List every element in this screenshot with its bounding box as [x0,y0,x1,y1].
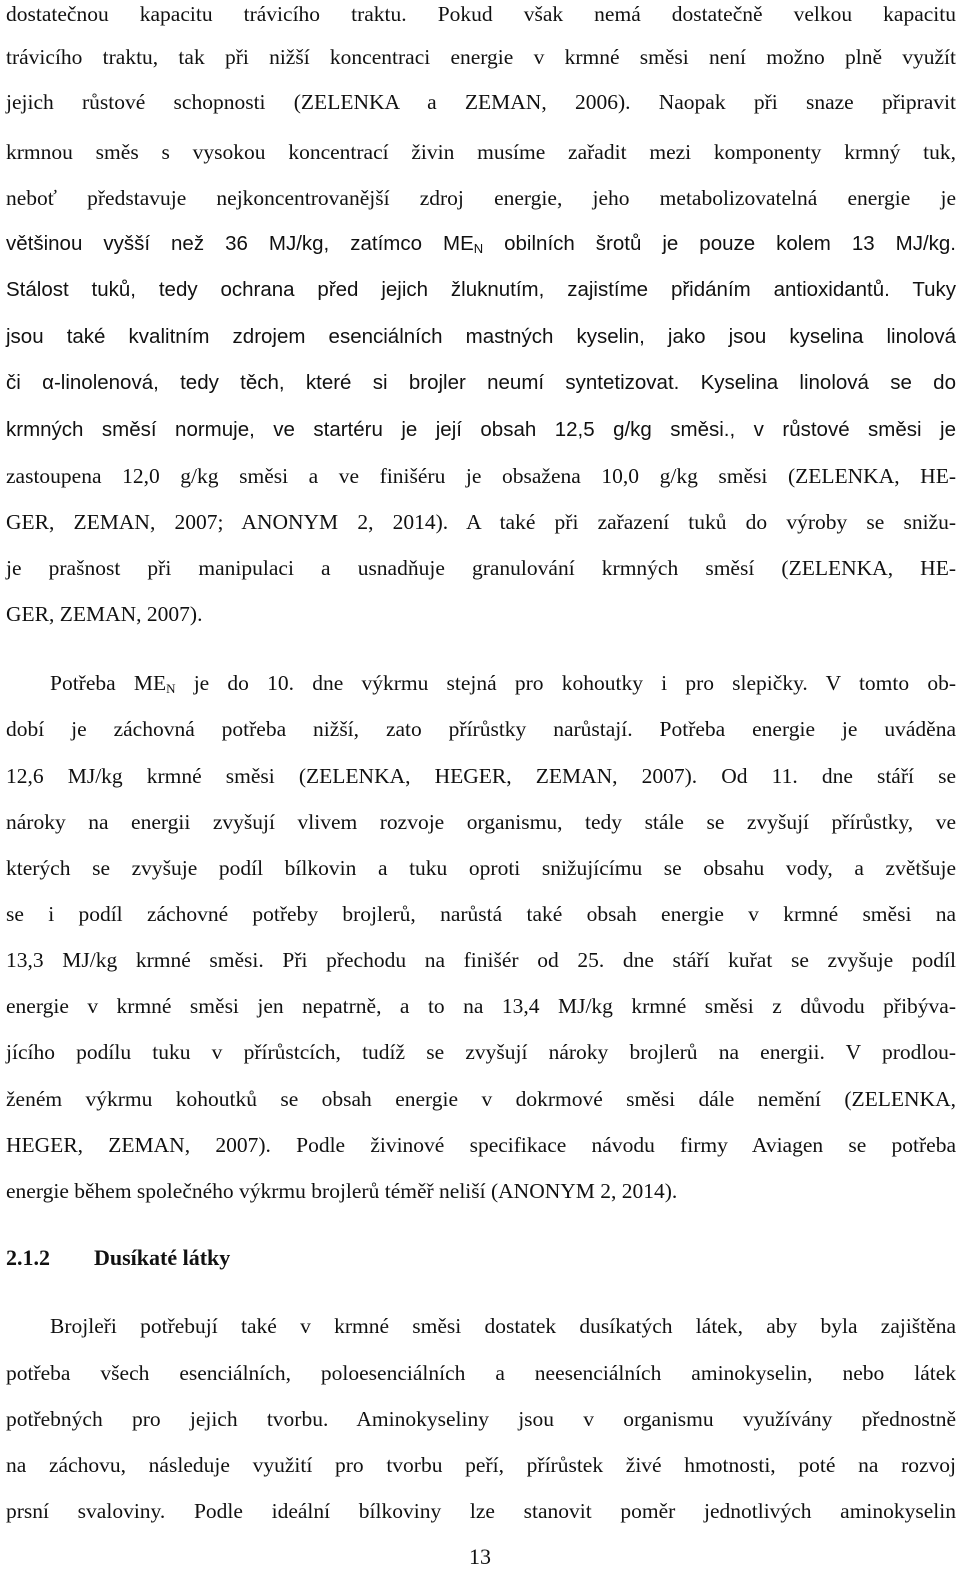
text-line: kterých se zvyšuje podíl bílkovin a tuku oproti snižujícímu se obsahu vody, a zvětšuje [6,856,956,880]
section-heading [6,1243,230,1273]
text-line: či α-linolenová, tedy těch, které si brojler neumí syntetizovat. Kyselina linolová se do [6,371,956,394]
text-line: je prašnost při manipulaci a usnadňuje granulování krmných směsí (ZELENKA, HE- [6,556,956,580]
text-line: jícího podílu tuku v přírůstcích, tudíž se zvyšují nároky brojlerů na energii. V prodlou- [6,1040,956,1064]
text-line: jsou také kvalitním zdrojem esenciálních mastných kyselin, jako jsou kyselina linolová [6,325,956,348]
text-line: Potřeba $ME_N$ je do 10. dne výkrmu stejná pro kohoutky i pro slepičky. V tomto ob- [50,671,956,696]
section-number: 2.1.2 [6,1245,50,1270]
text-line: zastoupena 12,0 g/kg směsi a ve finišéru je obsažena 10,0 g/kg směsi (ZELENKA, HE- [6,464,956,488]
text-line: jejich růstové schopnosti (ZELENKA a ZEMAN, 2006). Naopak při snaze připravit [6,90,956,114]
text-line: 12,6 MJ/kg krmné směsi (ZELENKA, HEGER, ZEMAN, 2007). Od 11. dne stáří se [6,764,956,788]
text-line: trávicího traktu, tak při nižší koncentraci energie v krmné směsi není možno plně využít [6,45,956,69]
subscript: N [166,681,176,696]
text-line: 13,3 MJ/kg krmné směsi. Při přechodu na finišér od 25. dne stáří kuřat se zvyšuje podíl [6,948,956,972]
text-line: energie během společného výkrmu brojlerů téměř neliší (ANONYM 2, 2014). [6,1179,678,1203]
text-line: ženém výkrmu kohoutků se obsah energie v dokrmové směsi dále nemění (ZELENKA, [6,1087,956,1111]
text-line: většinou vyšší než 36 MJ/kg, zatímco $ME_N$ obilních šrotů je pouze kolem 13 MJ/kg. [6,232,956,256]
text-line: potřeba všech esenciálních, poloesenciálních a neesenciálních aminokyselin, nebo látek [6,1361,956,1385]
text-line: na záchovu, následuje využití pro tvorbu peří, přírůstek živé hmotnosti, poté na rozvoj [6,1453,956,1477]
subscript: N [473,241,484,256]
text-line: dostatečnou kapacitu trávicího traktu. Pokud však nemá dostatečně velkou kapacitu [6,2,956,26]
text-line: Brojleři potřebují také v krmné směsi dostatek dusíkatých látek, aby byla zajištěna [50,1314,956,1338]
text-line: GER, ZEMAN, 2007; ANONYM 2, 2014). A také při zařazení tuků do výroby se snižu- [6,510,956,534]
page-number: 13 [469,1544,491,1569]
text-line: dobí je záchovná potřeba nižší, zato přírůstky narůstají. Potřeba energie je uváděna [6,717,956,741]
text-line: Stálost tuků, tedy ochrana před jejich žluknutím, zajistíme přidáním antioxidantů. Tuky [6,278,956,301]
text-line: energie v krmné směsi jen nepatrně, a to na 13,4 MJ/kg krmné směsi z důvodu přibýva- [6,994,956,1018]
text-line: krmnou směs s vysokou koncentrací živin musíme zařadit mezi komponenty krmný tuk, [6,140,956,164]
text-line: krmných směsí normuje, ve startéru je její obsah 12,5 g/kg směsi., v růstové směsi je [6,418,956,441]
text-line: se i podíl záchovné potřeby brojlerů, narůstá také obsah energie v krmné směsi na [6,902,956,926]
text-line: potřebných pro jejich tvorbu. Aminokyseliny jsou v organismu využívány přednostně [6,1407,956,1431]
text-line: HEGER, ZEMAN, 2007). Podle živinové specifikace návodu firmy Aviagen se potřeba [6,1133,956,1157]
section-title: Dusíkaté látky [94,1245,231,1270]
text-line: nároky na energii zvyšují vlivem rozvoje organismu, tedy stále se zvyšují přírůstky, ve [6,810,956,834]
text-line: GER, ZEMAN, 2007). [6,602,203,626]
text-line: neboť představuje nejkoncentrovanější zdroj energie, jeho metabolizovatelná energie je [6,186,956,210]
text-line: prsní svaloviny. Podle ideální bílkoviny lze stanovit poměr jednotlivých aminokyselin [6,1499,956,1523]
